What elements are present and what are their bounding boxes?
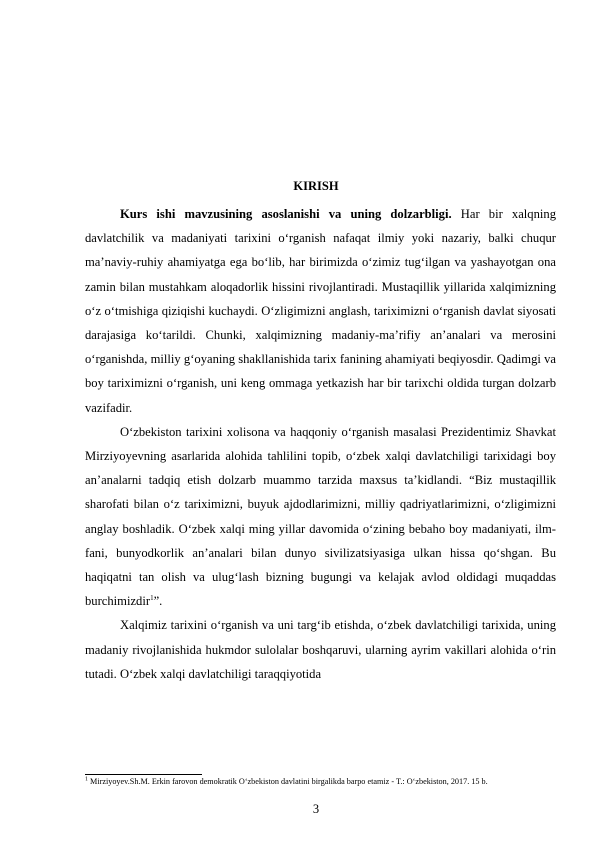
section-heading: KIRISH	[293, 179, 339, 193]
footnote	[85, 776, 556, 787]
footnote-separator	[85, 774, 202, 775]
footnote-text: Mirziyoyev.Sh.M. Erkin farovon demokratik O‘zbekiston davlatini birgalikda barpo etamiz - T.: O‘zbekiston, 2017. 15 b.	[88, 777, 488, 786]
footnote-reference[interactable]: 1	[150, 594, 154, 603]
paragraph-3-text: Xalqimiz tarixini o‘rganish va uni targ‘ib etishda, o‘zbek davlatchiligi tarixida, uning madaniy rivojlanishida hukmdor sulolalar boshqaruvi, ularning ayrim vakillari alohida o‘rin tutadi. O‘zbek xalqi davlatchiligi taraqqiyotida	[85, 618, 556, 681]
footnote-marker: 1	[85, 776, 88, 783]
page-number: 3	[312, 802, 320, 816]
body-text	[85, 202, 556, 686]
paragraph-2	[85, 420, 556, 614]
paragraph-2-text: O‘zbekiston tarixini xolisona va haqqoniy o‘rganish masalasi Prezidentimiz Shavkat Mirziyoyevning asarlarida alohida tahlilini topib, o‘zbek xalqi davlatchiligi tarixidagi boy an’analarni tadqiq etish dolzarb muammo tarzida maxsus ta’kidlandi. “Biz mustaqillik sharofati bilan o‘z tariximizni, buyuk ajdodlarimizni, milliy qadriyatlarimizni, o‘zligimizni anglay boshladik. O‘zbek xalqi ming yillar davomida o‘zining bebaho boy madaniyati, ilm-fani, bunyodkorlik an’analari bilan dunyo sivilizatsiyasiga ulkan hissa qo‘shgan. Bu haqiqatni tan olish va ulug‘lash bizning bugungi va kelajak avlod oldidagi muqaddas burchimizdir	[85, 424, 556, 609]
paragraph-1-lead: Kurs ishi mavzusining asoslanishi va uning dolzarbligi.	[120, 207, 452, 221]
paragraph-2-tail: ”.	[153, 594, 163, 609]
paragraph-3	[85, 613, 556, 686]
paragraph-1-text: Har bir xalqning davlatchilik va madaniyati tarixini o‘rganish nafaqat ilmiy yoki nazariy, balki chuqur ma’naviy-ruhiy ahamiyatga ega bo‘lib, har birimizda o‘zimiz tug‘ilgan va yashayotgan ona zamin bilan mustahkam aloqadorlik hissini rivojlantiradi. Mustaqillik yillarida xalqimizning o‘z o‘tmishiga qiziqishi kuchaydi. O‘zligimizni anglash, tariximizni o‘rganish davlat siyosati darajasiga ko‘tarildi. Chunki, xalqimizning madaniy-ma’rifiy an’analari va merosini o‘rganishda, milliy g‘oyaning shakllanishida tarix fanining ahamiyati beqiyosdir. Qadimgi va boy tariximizni o‘rganish, uni keng ommaga yetkazish har bir tarixchi oldida turgan dolzarb vazifadir.	[85, 207, 556, 415]
paragraph-1	[85, 202, 556, 420]
